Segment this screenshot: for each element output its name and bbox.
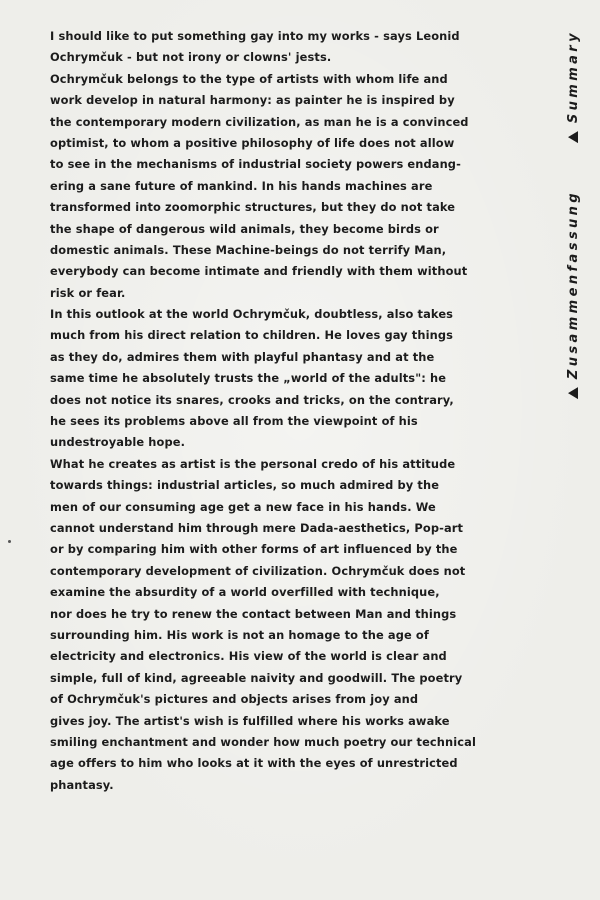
text-line: towards things: industrial articles, so much admired by the <box>50 478 440 493</box>
text-line: much from his direct relation to children. He loves gay things <box>50 328 454 343</box>
triangle-icon <box>568 388 578 400</box>
summary-text <box>50 26 476 796</box>
side-label-zusammenfassung <box>560 186 586 404</box>
text-line: does not notice its snares, crooks and tricks, on the contrary, <box>50 392 454 407</box>
text-line: gives joy. The artist's wish is fulfilled where his works awake <box>50 713 450 728</box>
text-line: I should like to put something gay into my works - says Leonid <box>50 29 460 43</box>
text-line: everybody can become intimate and friendly with them without <box>50 264 468 279</box>
text-line: ering a sane future of mankind. In his hands machines are <box>50 178 433 193</box>
text-line: he sees its problems above all from the viewpoint of his <box>50 414 418 429</box>
text-line: same time he absolutely trusts the „world of the adults": he <box>50 371 447 386</box>
text-line: risk or fear. <box>50 285 126 300</box>
text-line: work develop in natural harmony: as painter he is inspired by <box>50 93 455 108</box>
text-line: contemporary development of civilization. Ochrymčuk does not <box>50 563 466 578</box>
text-line: In this outlook at the world Ochrymčuk, doubtless, also takes <box>50 307 454 322</box>
text-line: smiling enchantment and wonder how much poetry our technical <box>50 734 476 749</box>
text-line: the shape of dangerous wild animals, they become birds or <box>50 221 439 236</box>
text-line: What he creates as artist is the personal credo of his attitude <box>50 456 456 471</box>
text-line: age offers to him who looks at it with the eyes of unrestricted <box>50 756 458 771</box>
text-line: Ochrymčuk - but not irony or clowns' jests. <box>50 50 332 65</box>
text-line: to see in the mechanisms of industrial society powers endang- <box>50 157 461 172</box>
zusammenfassung-label: Zusammenfassung <box>565 190 581 380</box>
summary-label: Summary <box>565 30 581 124</box>
paper-speck <box>8 540 11 543</box>
text-line: undestroyable hope. <box>50 435 186 450</box>
triangle-icon <box>568 132 578 144</box>
text-line: or by comparing him with other forms of art influenced by the <box>50 542 458 557</box>
text-line: Ochrymčuk belongs to the type of artists with whom life and <box>50 71 448 86</box>
text-line: phantasy. <box>50 777 114 792</box>
text-line: simple, full of kind, agreeable naivity and goodwill. The poetry <box>50 670 463 685</box>
text-line: men of our consuming age get a new face in his hands. We <box>50 499 436 514</box>
text-line: optimist, to whom a positive philosophy of life does not allow <box>50 135 455 150</box>
text-line: electricity and electronics. His view of the world is clear and <box>50 649 447 664</box>
text-line: the contemporary modern civilization, as man he is a convinced <box>50 114 469 129</box>
text-line: examine the absurdity of a world overfilled with technique, <box>50 585 440 600</box>
text-line: cannot understand him through mere Dada-aesthetics, Pop-art <box>50 520 464 535</box>
text-line: transformed into zoomorphic structures, but they do not take <box>50 200 456 215</box>
text-line: of Ochrymčuk's pictures and objects arises from joy and <box>50 692 419 707</box>
text-line: surrounding him. His work is not an homage to the age of <box>50 627 429 642</box>
text-line: as they do, admires them with playful phantasy and at the <box>50 349 435 364</box>
text-line: domestic animals. These Machine-beings do not terrify Man, <box>50 242 447 257</box>
side-label-summary <box>560 24 586 150</box>
text-line: nor does he try to renew the contact between Man and things <box>50 606 457 621</box>
